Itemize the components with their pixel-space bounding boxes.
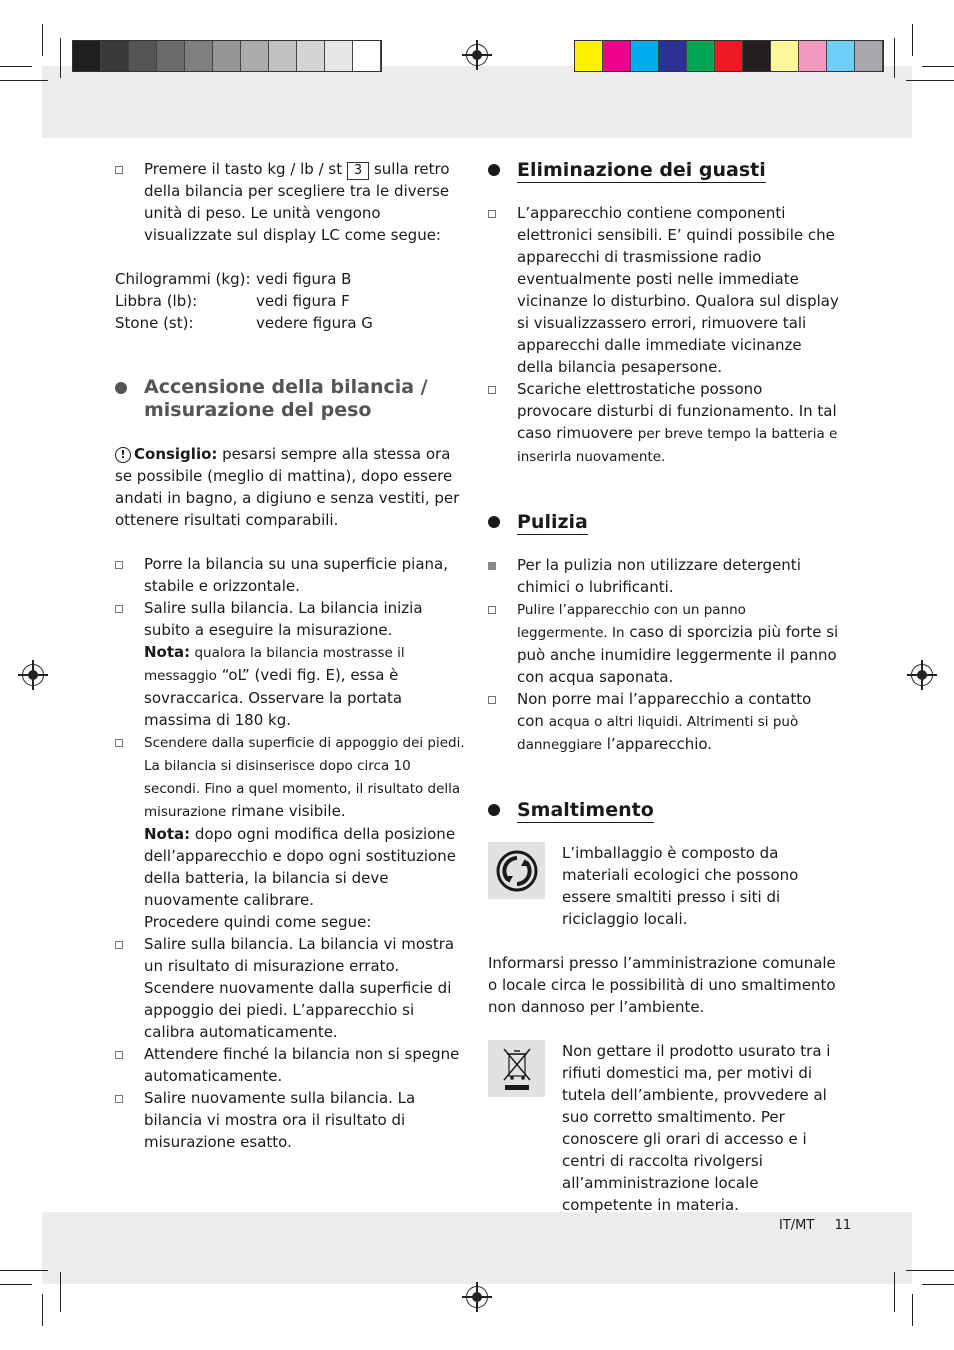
list-item: Salire nuovamente sulla bilancia. La bilancia vi mostra ora il risultato di misurazione esatto. — [115, 1087, 467, 1153]
unit-label: Stone (st): — [115, 314, 194, 332]
header-band — [42, 66, 912, 138]
color-swatch — [659, 41, 687, 71]
color-swatch — [855, 41, 883, 71]
color-swatch — [325, 41, 353, 71]
checkbox-bullet-icon — [488, 386, 496, 394]
note: Nota: dopo ogni modifica della posizione dell’apparecchio e dopo ogni sostituzione della batteria, la bilancia si deve nuovamente calibrare. — [144, 825, 456, 909]
unit-value: vedere figura G — [256, 314, 373, 332]
section-heading-troubleshooting: Eliminazione dei guasti — [488, 158, 840, 182]
list-item: Per la pulizia non utilizzare detergenti chimici o lubrificanti. — [488, 554, 840, 598]
unit-label: Chilogrammi (kg): — [115, 270, 251, 288]
checkbox-bullet-icon — [115, 739, 123, 747]
unit-table — [115, 268, 467, 334]
checkbox-bullet-icon — [115, 1095, 123, 1103]
color-swatch — [827, 41, 855, 71]
color-swatch — [185, 41, 213, 71]
color-swatch — [715, 41, 743, 71]
color-swatch — [743, 41, 771, 71]
list-item: L’apparecchio contiene componenti elettronici sensibili. E’ quindi possibile che apparecchi di trasmissione radio eventualmente posti nelle immediate vicinanze lo disturbino. Qualora sul display si visualizzassero errori, rimuovere tali apparecchi dalle immediate vicinanze della bilancia pesapersone. — [488, 202, 840, 378]
crop-mark — [922, 66, 954, 67]
color-swatch — [603, 41, 631, 71]
tip-paragraph: ! Consiglio: pesarsi sempre alla stessa ora se possibile (meglio di mattina), dopo essere andati in bagno, a digiuno e senza vestiti, per ottenere risultati comparabili. — [115, 445, 460, 529]
exclamation-icon: ! — [115, 447, 131, 463]
crop-mark — [894, 38, 895, 78]
color-swatch — [297, 41, 325, 71]
green-dot-recycling-icon — [488, 842, 545, 899]
crop-mark — [42, 24, 43, 56]
crop-mark — [0, 1284, 32, 1285]
color-swatch — [101, 41, 129, 71]
section-dot-icon — [115, 382, 127, 394]
section-dot-icon — [488, 516, 500, 528]
registration-mark-icon — [911, 664, 933, 686]
crop-mark — [60, 38, 61, 78]
checkbox-bullet-icon — [115, 605, 123, 613]
locale-code: IT/MT — [779, 1218, 815, 1233]
color-swatch — [157, 41, 185, 71]
checkbox-bullet-icon — [115, 166, 123, 174]
product-disposal-row: Non gettare il prodotto usurato tra i rifiuti domestici ma, per motivi di tutela dell’ambiente, provvedere al suo corretto smaltimento. Per conoscere gli orari di accesso e i centri di raccolta rivolgersi all’amministrazione locale competente in materia. — [488, 1040, 840, 1216]
color-swatch — [687, 41, 715, 71]
crop-mark — [912, 24, 913, 56]
packaging-disposal-row: L’imballaggio è composto da materiali ecologici che possono essere smaltiti presso i siti di riciclaggio locali. — [488, 842, 840, 930]
list-item: Salire sulla bilancia. La bilancia vi mostra un risultato di misurazione errato. Scendere nuovamente dalla superficie di appoggio dei piedi. L’apparecchio si calibra automaticamente. — [115, 933, 467, 1043]
unit-label: Libbra (lb): — [115, 292, 198, 310]
right-column: Eliminazione dei guasti L’apparecchio contiene componenti elettronici sensibili. E’ quindi possibile che apparecchi di trasmissione radio eventualmente posti nelle immediate vicinanze lo disturbino. Qualora sul display si visualizzassero errori, rimuovere tali apparecchi dalle immediate vicinanze della bilancia pesapersone. Scariche elettrostatiche possono provocare disturbi di funzionamento. In tal caso rimuovere per breve tempo la batteria e inserirla nuovamente. Pulizia Per la pulizia non utilizzare detergenti chimici o lubrificanti. Pulire l’apparecchio con un panno leggermente. In caso di sporcizia più forte si può anche inumidire leggermente il panno con acqua saponata. Non porre mai l’apparecchio a contatto con acqua o altri liquidi. Altrimenti si può danneggiare l’apparecchio. Smaltimento L’imballaggio è composto da materiali ecologici che possono essere smaltiti presso i siti di riciclaggio locali. Informarsi presso l’amministrazione comunale o locale circa le possibilità di uno smaltimento non dannoso per l’ambiente. Non gettare il prodotto usurato tra i rifiuti domestici ma, per motivi di tutela dell’ambiente, provvedere al suo corretto smaltimento. Per conoscere gli orari di accesso e i centri di raccolta rivolgersi all’amministrazione locale competente in materia. — [488, 159, 839, 1214]
section-heading-weighing: Accensione della bilancia / misurazione del peso — [115, 376, 467, 422]
list-item: Non porre mai l’apparecchio a contatto con acqua o altri liquidi. Altrimenti si può danneggiare l’apparecchio. — [488, 688, 840, 756]
crop-mark — [906, 80, 954, 81]
crop-mark — [42, 1294, 43, 1326]
list-item: Attendere finché la bilancia non si spegne automaticamente. — [115, 1043, 467, 1087]
crossed-bin-weee-icon — [488, 1040, 545, 1097]
checkbox-bullet-icon — [115, 1051, 123, 1059]
color-swatch — [771, 41, 799, 71]
checkbox-bullet-icon — [115, 561, 123, 569]
registration-mark-icon — [466, 1286, 488, 1308]
crop-mark — [922, 1284, 954, 1285]
unit-value: vedi figura F — [256, 292, 350, 310]
unit-value: vedi figura B — [256, 270, 352, 288]
key-number-badge: 3 — [347, 162, 369, 180]
crop-mark — [60, 1272, 61, 1312]
grayscale-calibration-bar — [72, 40, 382, 72]
crop-mark — [894, 1272, 895, 1312]
section-dot-icon — [488, 164, 500, 176]
color-swatch — [353, 41, 381, 71]
color-swatch — [241, 41, 269, 71]
page-number: 11 — [834, 1218, 852, 1233]
section-heading-disposal: Smaltimento — [488, 798, 840, 822]
color-swatch — [575, 41, 603, 71]
color-swatch — [269, 41, 297, 71]
checkbox-bullet-icon — [488, 696, 496, 704]
registration-mark-icon — [466, 44, 488, 66]
list-item: Salire sulla bilancia. La bilancia inizia subito a eseguire la misurazione. Nota: qualora la bilancia mostrasse il messaggio “oL” (vedi fig. E), essa è sovraccarica. Osservare la portata massima di 180 kg. — [115, 597, 467, 731]
section-heading-cleaning: Pulizia — [488, 510, 840, 534]
registration-mark-icon — [22, 664, 44, 686]
section-dot-icon — [488, 804, 500, 816]
unit-select-instruction: Premere il tasto kg / lb / st 3 sulla retro della bilancia per scegliere tra le diverse unità di peso. Le unità vengono visualizzate sul display LC come segue: — [144, 160, 450, 244]
checkbox-bullet-icon — [488, 606, 496, 614]
list-item — [115, 158, 467, 246]
list-item: Scendere dalla superficie di appoggio dei piedi. La bilancia si disinserisce dopo circa 10 secondi. Fino a quel momento, il risultato della misurazione rimane visibile. Nota: dopo ogni modifica della posizione dell’apparecchio e dopo ogni sostituzione della batteria, la bilancia si deve nuovamente calibrare. Procedere quindi come segue: — [115, 731, 467, 933]
checkbox-bullet-icon — [488, 210, 496, 218]
color-swatch — [129, 41, 157, 71]
color-swatch — [631, 41, 659, 71]
crop-mark — [912, 1294, 913, 1326]
page-footer — [779, 1218, 851, 1233]
crop-mark — [0, 1270, 48, 1271]
crop-mark — [0, 66, 32, 67]
list-item: Scariche elettrostatiche possono provocare disturbi di funzionamento. In tal caso rimuovere per breve tempo la batteria e inserirla nuovamente. — [488, 378, 840, 468]
crop-mark — [0, 80, 48, 81]
square-bullet-icon — [488, 562, 496, 570]
color-swatch — [213, 41, 241, 71]
list-item: Pulire l’apparecchio con un panno leggermente. In caso di sporcizia più forte si può anche inumidire leggermente il panno con acqua saponata. — [488, 598, 840, 688]
color-swatch — [73, 41, 101, 71]
checkbox-bullet-icon — [115, 941, 123, 949]
color-calibration-bar — [574, 40, 884, 72]
note: Nota: qualora la bilancia mostrasse il messaggio “oL” (vedi fig. E), essa è sovraccarica. Osservare la portata massima di 180 kg. — [144, 643, 405, 729]
crop-mark — [906, 1270, 954, 1271]
left-column — [115, 158, 467, 1153]
list-item: Porre la bilancia su una superficie piana, stabile e orizzontale. — [115, 553, 467, 597]
color-swatch — [799, 41, 827, 71]
